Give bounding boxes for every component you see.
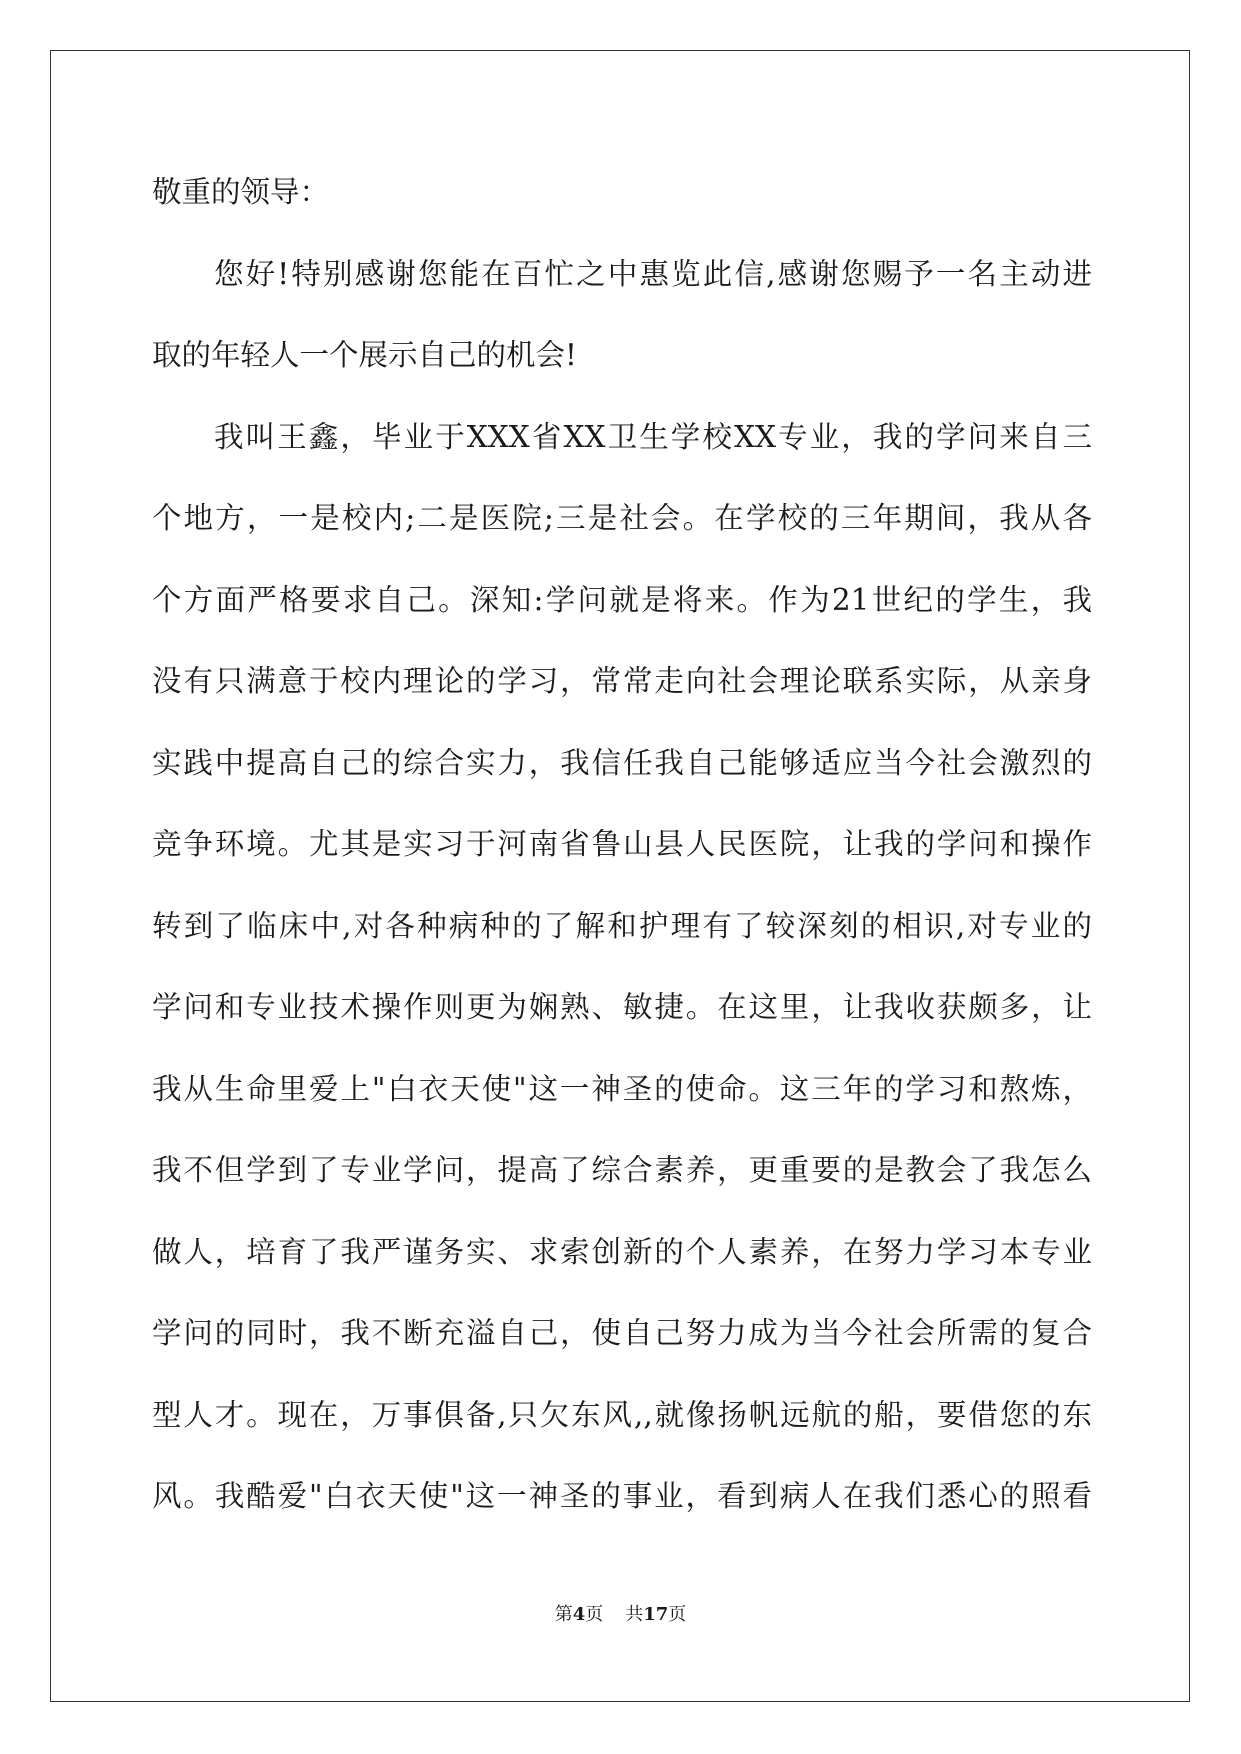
salutation: 敬重的领导：	[152, 175, 330, 209]
paragraph-line: 我不但学到了专业学问，提高了综合素养，更重要的是教会了我怎么	[152, 1153, 1092, 1187]
paragraph-line: 竞争环境。尤其是实习于河南省鲁山县人民医院，让我的学问和操作	[152, 827, 1092, 861]
footer-total-prefix: 共	[625, 1604, 644, 1625]
paragraph-line: 您好!特别感谢您能在百忙之中惠览此信,感谢您赐予一名主动进	[214, 256, 1092, 291]
paragraph-line: 我从生命里爱上"白衣天使"这一神圣的使命。这三年的学习和熬炼，	[152, 1071, 1092, 1106]
page-number-footer	[0, 1600, 1241, 1626]
letter-body	[152, 162, 1092, 1548]
footer-total-suffix: 页	[668, 1604, 687, 1625]
paragraph-line: 实践中提高自己的综合实力，我信任我自己能够适应当今社会激烈的	[152, 745, 1092, 780]
paragraph-line: 没有只满意于校内理论的学习，常常走向社会理论联系实际，从亲身	[152, 664, 1092, 698]
paragraph-line: 做人，培育了我严谨务实、求索创新的个人素养，在努力学习本专业	[152, 1234, 1092, 1269]
footer-prefix: 第	[554, 1604, 573, 1625]
paragraph-line: 个方面严格要求自己。深知:学问就是将来。作为21世纪的学生，我	[152, 582, 1092, 617]
paragraph-line: 个地方，一是校内;二是医院;三是社会。在学校的三年期间，我从各	[152, 501, 1092, 535]
current-page-number: 4	[572, 1604, 586, 1625]
paragraph-line: 学问的同时，我不断充溢自己，使自己努力成为当今社会所需的复合	[152, 1316, 1092, 1350]
paragraph-line: 型人才。现在，万事俱备,只欠东风,,就像扬帆远航的船，要借您的东	[152, 1397, 1092, 1432]
paragraph-line: 我叫王鑫，毕业于XXX省XX卫生学校XX专业，我的学问来自三	[214, 419, 1092, 454]
paragraph-line: 学问和专业技术操作则更为娴熟、敏捷。在这里，让我收获颇多，让	[152, 990, 1092, 1024]
paragraph-line: 转到了临床中,对各种病种的了解和护理有了较深刻的相识,对专业的	[152, 908, 1092, 943]
footer-page-suffix: 页	[585, 1604, 604, 1625]
paragraph-line: 取的年轻人一个展示自己的机会!	[152, 338, 577, 372]
paragraph-line: 风。我酷爱"白衣天使"这一神圣的事业，看到病人在我们悉心的照看	[152, 1479, 1092, 1513]
total-page-number: 17	[643, 1604, 669, 1625]
